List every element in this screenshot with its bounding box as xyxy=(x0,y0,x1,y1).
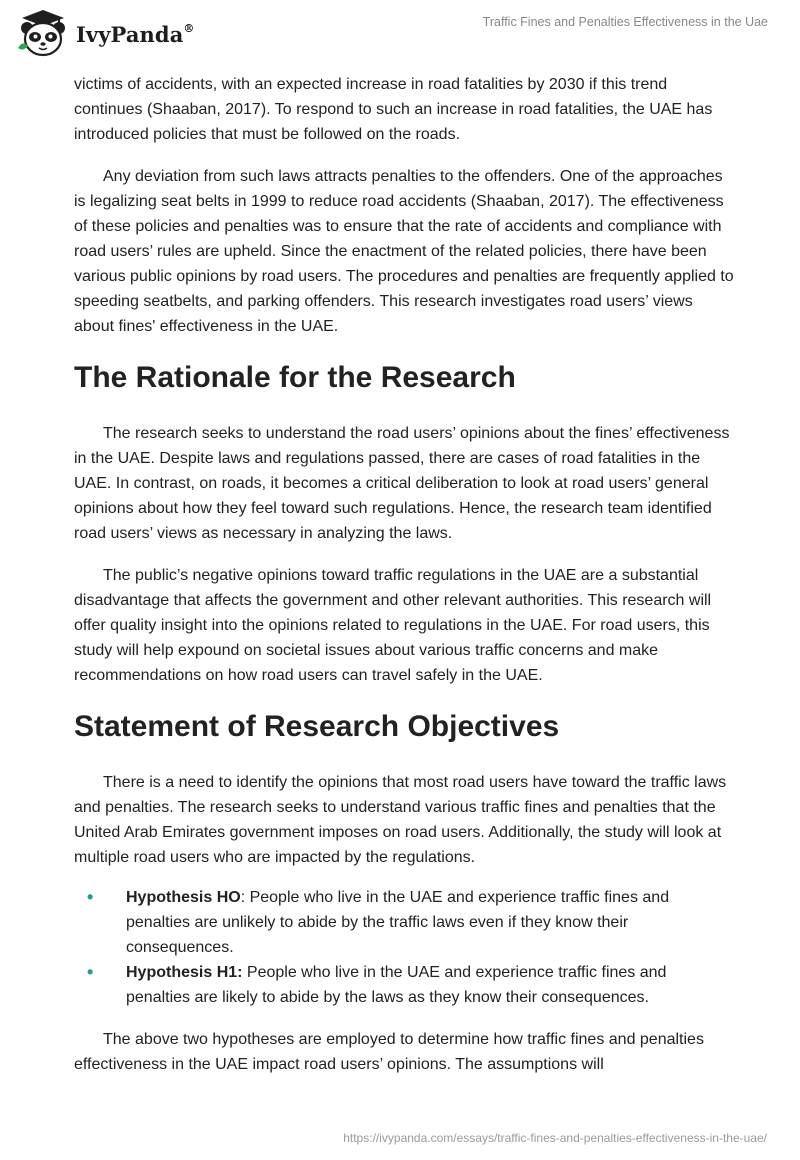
list-item xyxy=(74,960,734,1010)
panda-logo-icon xyxy=(14,8,72,60)
paragraph: The research seeks to understand the road users’ opinions about the fines’ effectiveness in the UAE. Despite laws and regulations passed, there are cases of road fatalities in the UAE. In contrast, on roads, it becomes a critical deliberation to look at road users’ general opinions about how they feel toward such regulations. Hence, the research team identified road users’ views as necessary in analyzing the laws. xyxy=(74,425,730,542)
paragraph: The public’s negative opinions toward traffic regulations in the UAE are a substantial disadvantage that affects the government and other relevant authorities. This research will offer quality insight into the opinions related to regulations in the UAE. For road users, this study will help expound on societal issues about various traffic concerns and make recommendations on how road users can travel safely in the UAE. xyxy=(74,567,712,684)
list-item xyxy=(74,885,734,960)
bullet-icon: • xyxy=(87,887,94,907)
paragraph: There is a need to identify the opinions that most road users have toward the traffic laws and penalties. The research seeks to understand various traffic fines and penalties that the United Arab Emirates government imposes on road users. Additionally, the study will look at multiple road users who are impacted by the regulations. xyxy=(74,774,727,866)
page-header xyxy=(0,0,800,70)
paragraph: victims of accidents, with an expected increase in road fatalities by 2030 if this trend continues (Shaaban, 2017). To respond to such an increase in road fatalities, the UAE has introduced policies that must be followed on the roads. xyxy=(74,76,713,143)
essay-body xyxy=(74,72,734,1094)
section-heading-objectives: Statement of Research Objectives xyxy=(74,710,560,743)
paragraph: The above two hypotheses are employed to determine how traffic fines and penalties effectiveness in the UAE impact road users’ opinions. The assumptions will xyxy=(74,1031,704,1073)
hypothesis-text: : People who live in the UAE and experience traffic fines and penalties are unlikely to abide by the traffic laws even if they know their consequences. xyxy=(126,889,670,956)
section-heading-rationale: The Rationale for the Research xyxy=(74,361,516,394)
brand-logo[interactable] xyxy=(14,8,195,60)
source-url[interactable]: https://ivypanda.com/essays/traffic-fines-and-penalties-effectiveness-in-the-uae/ xyxy=(343,1131,767,1145)
paragraph: Any deviation from such laws attracts penalties to the offenders. One of the approaches is legalizing seat belts in 1999 to reduce road accidents (Shaaban, 2017). The effectiveness of these policies and penalties was to ensure that the rate of accidents and compliance with road users’ rules are upheld. Since the enactment of the related policies, there have been various public opinions by road users. The procedures and penalties are frequently applied to speeding seatbelts, and parking offenders. This research investigates road users’ views about fines' effectiveness in the UAE. xyxy=(74,168,734,335)
hypothesis-text: People who live in the UAE and experience traffic fines and penalties are likely to abide by the laws as they know their consequences. xyxy=(126,964,667,1006)
hypothesis-label: Hypothesis HO xyxy=(126,889,241,906)
document-title: Traffic Fines and Penalties Effectiveness in the Uae xyxy=(482,15,768,29)
hypothesis-list xyxy=(74,885,734,1010)
hypothesis-label: Hypothesis H1: xyxy=(126,964,243,981)
bullet-icon: • xyxy=(87,962,94,982)
brand-name: IvyPanda® xyxy=(76,21,195,47)
